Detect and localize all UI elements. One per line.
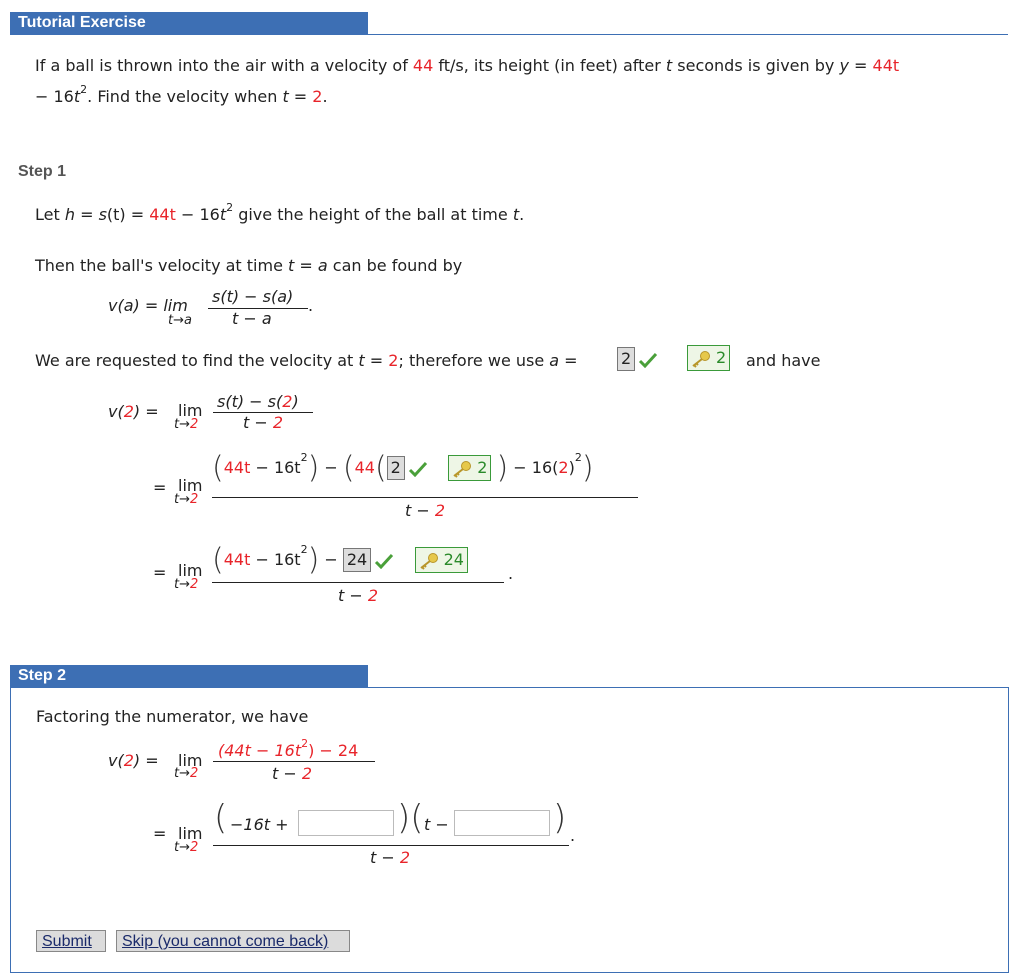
- problem-line-1: If a ball is thrown into the air with a velocity of 44 ft/s, its height (in feet) after t seconds is given by y = 44t: [35, 56, 900, 75]
- s2b-dot: .: [570, 826, 576, 845]
- s2b-lim-sub: t→2: [174, 840, 199, 855]
- step-2-label: Step 2: [18, 667, 67, 684]
- factor1-input[interactable]: [298, 810, 394, 836]
- r2-denominator: t − 2: [405, 501, 446, 520]
- s2b-paren-close: ): [553, 798, 567, 838]
- factor2-input[interactable]: [454, 810, 550, 836]
- s2b-fraction-bar: [213, 845, 569, 846]
- let-statement: Let $h = s(t) = 44t - 16t^2$ give the height of the ball at time t.: [35, 201, 525, 224]
- answer-key-24[interactable]: 24: [415, 547, 468, 573]
- r3-lim: lim: [178, 561, 203, 580]
- s2b-factor2: t −: [424, 815, 449, 834]
- va-lim-sub: t→a: [168, 313, 192, 328]
- check-icon: [408, 461, 428, 477]
- s2b-lim: lim: [178, 824, 203, 843]
- submit-button[interactable]: Submit: [36, 930, 106, 952]
- v2-denominator: t − 2: [243, 413, 284, 432]
- velocity-value: 44: [412, 56, 434, 75]
- factor-text: Factoring the numerator, we have: [36, 707, 309, 726]
- answer-a-box[interactable]: 2: [617, 347, 635, 371]
- r3-dot: .: [508, 564, 514, 583]
- tutorial-title: Tutorial Exercise: [18, 14, 146, 31]
- va-numerator: s(t) − s(a): [212, 287, 294, 306]
- answer-a-group: [617, 347, 658, 371]
- va-denominator: t − a: [232, 309, 272, 328]
- v2-lhs: v(2) =: [108, 402, 159, 421]
- key-a-group: [687, 345, 730, 371]
- s2-lim-sub: t→2: [174, 766, 199, 781]
- r2-lim-sub: t→2: [174, 492, 199, 507]
- r3-eq: =: [153, 563, 167, 582]
- answer-2-box[interactable]: 2: [387, 456, 405, 480]
- r3-denominator: t − 2: [338, 586, 379, 605]
- time-value: 2: [312, 87, 323, 106]
- header-rule: [10, 34, 1008, 35]
- r2-eq: =: [153, 478, 167, 497]
- r3-fraction-bar: [212, 582, 504, 583]
- requested-statement: We are requested to find the velocity at t = 2; therefore we use a =: [35, 351, 578, 370]
- problem-line-2: − $16t^2$. Find the velocity when t = 2.: [35, 83, 328, 106]
- s2-numerator: $(44t - 16t^2) - 24$: [218, 737, 359, 760]
- va-lhs: v(a) = lim: [108, 296, 188, 315]
- s2-lim: lim: [178, 751, 203, 770]
- key-icon: [451, 460, 473, 478]
- step-1-label: Step 1: [18, 163, 67, 180]
- r2-fraction-bar: [212, 497, 638, 498]
- and-have: and have: [746, 351, 821, 370]
- answer-key-a[interactable]: 2: [687, 345, 730, 371]
- v2-lim: lim: [178, 401, 203, 420]
- va-dot: .: [308, 296, 314, 315]
- then-statement: Then the ball's velocity at time t = a can be found by: [35, 256, 463, 275]
- step-2-header: [10, 665, 368, 687]
- s2-fraction-bar: [213, 761, 375, 762]
- skip-button[interactable]: Skip (you cannot come back): [116, 930, 350, 952]
- key-icon: [690, 350, 712, 368]
- r2-numerator: $(44t - 16t^2) - (44$( 2 2 ) − $16(2)^2$): [212, 450, 594, 486]
- r3-numerator: $(44t - 16t^2) - 24$ 24: [212, 547, 468, 573]
- v2-lim-sub: t→2: [174, 417, 199, 432]
- answer-24-box[interactable]: 24: [343, 548, 371, 572]
- s2b-denominator: t − 2: [370, 848, 411, 867]
- s2b-paren-open1: (: [214, 798, 228, 838]
- check-icon: [374, 553, 394, 569]
- tutorial-header: [10, 12, 368, 35]
- check-icon: [638, 352, 658, 368]
- r3-lim-sub: t→2: [174, 577, 199, 592]
- s2b-factor1: −16t +: [230, 815, 289, 834]
- key-icon: [418, 552, 440, 570]
- r2-lim: lim: [178, 476, 203, 495]
- s2b-paren-mid: )(: [397, 798, 424, 838]
- s2-v2-lhs: v(2) =: [108, 751, 159, 770]
- v2-numerator: s(t) − s(2): [217, 392, 299, 411]
- s2-denominator: t − 2: [272, 764, 313, 783]
- s2b-eq: =: [153, 824, 167, 843]
- answer-key-2[interactable]: 2: [448, 455, 491, 481]
